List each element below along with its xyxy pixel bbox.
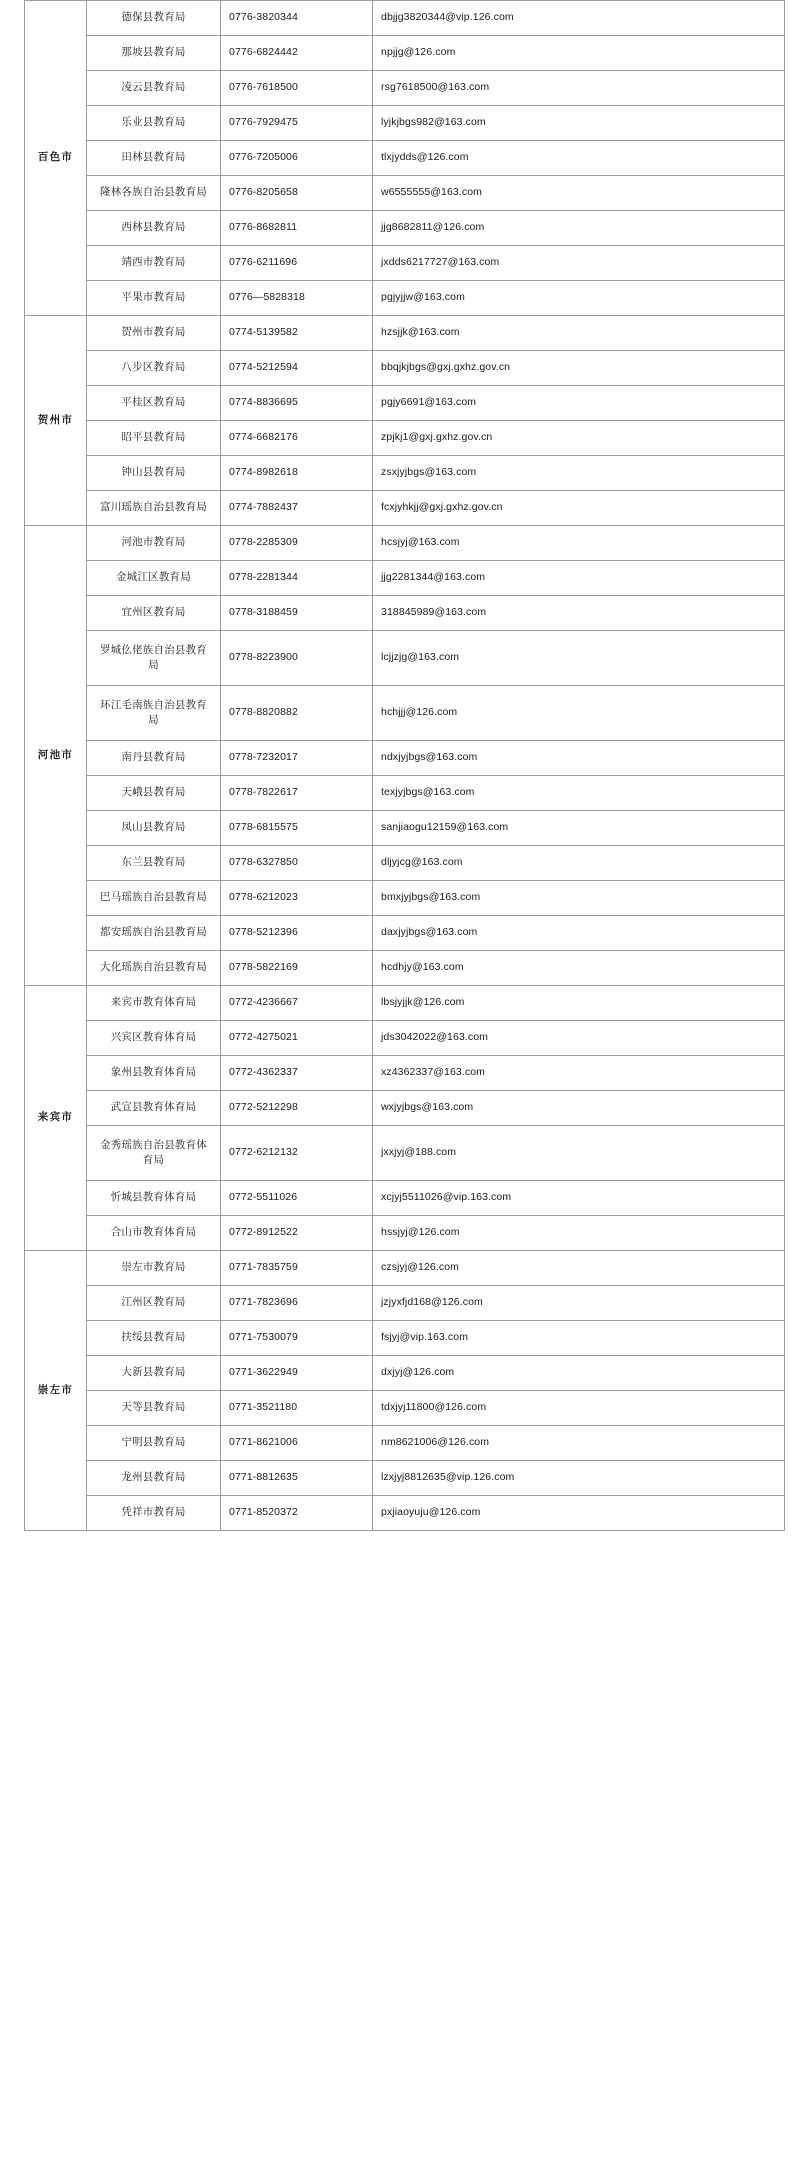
phone-number-cell: 0771-3521180	[221, 1391, 373, 1426]
bureau-name-cell: 凭祥市教育局	[87, 1496, 221, 1531]
bureau-name-cell: 田林县教育局	[87, 141, 221, 176]
bureau-name-cell: 罗城仫佬族自治县教育局	[87, 631, 221, 686]
phone-number-cell: 0778-5212396	[221, 916, 373, 951]
bureau-name-cell: 乐业县教育局	[87, 106, 221, 141]
phone-number-cell: 0771-7530079	[221, 1321, 373, 1356]
bureau-name-cell: 天峨县教育局	[87, 776, 221, 811]
bureau-name-cell: 富川瑶族自治县教育局	[87, 491, 221, 526]
table-row	[25, 1, 785, 36]
bureau-name-cell: 南丹县教育局	[87, 741, 221, 776]
table-row	[25, 631, 785, 686]
bureau-name-cell: 巴马瑶族自治县教育局	[87, 881, 221, 916]
bureau-name-cell: 江州区教育局	[87, 1286, 221, 1321]
email-address-cell: xz4362337@163.com	[373, 1056, 785, 1091]
table-row	[25, 1091, 785, 1126]
bureau-name-cell: 天等县教育局	[87, 1391, 221, 1426]
phone-number-cell: 0778-8223900	[221, 631, 373, 686]
phone-number-cell: 0778-8820882	[221, 686, 373, 741]
email-address-cell: bmxjyjbgs@163.com	[373, 881, 785, 916]
bureau-name-cell: 都安瑶族自治县教育局	[87, 916, 221, 951]
table-row	[25, 951, 785, 986]
email-address-cell: lcjjzjg@163.com	[373, 631, 785, 686]
phone-number-cell: 0778-6212023	[221, 881, 373, 916]
email-address-cell: fsjyj@vip.163.com	[373, 1321, 785, 1356]
bureau-name-cell: 扶绥县教育局	[87, 1321, 221, 1356]
table-row	[25, 526, 785, 561]
table-row	[25, 211, 785, 246]
phone-number-cell: 0778-2281344	[221, 561, 373, 596]
phone-number-cell: 0772-6212132	[221, 1126, 373, 1181]
table-row	[25, 916, 785, 951]
table-row	[25, 246, 785, 281]
email-address-cell: lyjkjbgs982@163.com	[373, 106, 785, 141]
table-row	[25, 1321, 785, 1356]
phone-number-cell: 0778-3188459	[221, 596, 373, 631]
bureau-name-cell: 八步区教育局	[87, 351, 221, 386]
table-row	[25, 71, 785, 106]
email-address-cell: hcdhjy@163.com	[373, 951, 785, 986]
email-address-cell: pgjyjjw@163.com	[373, 281, 785, 316]
phone-number-cell: 0778-6815575	[221, 811, 373, 846]
bureau-name-cell: 凤山县教育局	[87, 811, 221, 846]
bureau-name-cell: 宜州区教育局	[87, 596, 221, 631]
table-row	[25, 141, 785, 176]
email-address-cell: xcjyj5511026@vip.163.com	[373, 1181, 785, 1216]
bureau-name-cell: 平桂区教育局	[87, 386, 221, 421]
email-address-cell: hchjjj@126.com	[373, 686, 785, 741]
table-row	[25, 1251, 785, 1286]
table-row	[25, 811, 785, 846]
email-address-cell: hcsjyj@163.com	[373, 526, 785, 561]
table-row	[25, 106, 785, 141]
phone-number-cell: 0776-8682811	[221, 211, 373, 246]
email-address-cell: czsjyj@126.com	[373, 1251, 785, 1286]
email-address-cell: hzsjjk@163.com	[373, 316, 785, 351]
table-row	[25, 351, 785, 386]
bureau-name-cell: 凌云县教育局	[87, 71, 221, 106]
bureau-name-cell: 来宾市教育体育局	[87, 986, 221, 1021]
email-address-cell: 318845989@163.com	[373, 596, 785, 631]
table-row	[25, 561, 785, 596]
city-cell: 贺州市	[25, 316, 87, 526]
table-row	[25, 596, 785, 631]
bureau-name-cell: 大化瑶族自治县教育局	[87, 951, 221, 986]
table-row	[25, 1056, 785, 1091]
email-address-cell: rsg7618500@163.com	[373, 71, 785, 106]
phone-number-cell: 0778-2285309	[221, 526, 373, 561]
email-address-cell: bbqjkjbgs@gxj.gxhz.gov.cn	[373, 351, 785, 386]
phone-number-cell: 0774-8982618	[221, 456, 373, 491]
bureau-name-cell: 昭平县教育局	[87, 421, 221, 456]
phone-number-cell: 0778-5822169	[221, 951, 373, 986]
phone-number-cell: 0772-4236667	[221, 986, 373, 1021]
phone-number-cell: 0774-5212594	[221, 351, 373, 386]
phone-number-cell: 0771-8520372	[221, 1496, 373, 1531]
table-row	[25, 776, 785, 811]
table-row	[25, 456, 785, 491]
table-row	[25, 1021, 785, 1056]
email-address-cell: lzxjyj8812635@vip.126.com	[373, 1461, 785, 1496]
bureau-name-cell: 金秀瑶族自治县教育体育局	[87, 1126, 221, 1181]
phone-number-cell: 0772-5212298	[221, 1091, 373, 1126]
phone-number-cell: 0771-7835759	[221, 1251, 373, 1286]
bureau-name-cell: 金城江区教育局	[87, 561, 221, 596]
email-address-cell: tlxjydds@126.com	[373, 141, 785, 176]
email-address-cell: jzjyxfjd168@126.com	[373, 1286, 785, 1321]
email-address-cell: jjg2281344@163.com	[373, 561, 785, 596]
bureau-name-cell: 靖西市教育局	[87, 246, 221, 281]
phone-number-cell: 0771-7823696	[221, 1286, 373, 1321]
table-row	[25, 316, 785, 351]
email-address-cell: lbsjyjjk@126.com	[373, 986, 785, 1021]
email-address-cell: npjjg@126.com	[373, 36, 785, 71]
bureau-name-cell: 崇左市教育局	[87, 1251, 221, 1286]
table-row	[25, 1391, 785, 1426]
email-address-cell: jxdds6217727@163.com	[373, 246, 785, 281]
phone-number-cell: 0772-4362337	[221, 1056, 373, 1091]
table-row	[25, 281, 785, 316]
email-address-cell: texjyjbgs@163.com	[373, 776, 785, 811]
table-row	[25, 1426, 785, 1461]
phone-number-cell: 0776—5828318	[221, 281, 373, 316]
email-address-cell: hssjyj@126.com	[373, 1216, 785, 1251]
phone-number-cell: 0776-8205658	[221, 176, 373, 211]
bureau-name-cell: 环江毛南族自治县教育局	[87, 686, 221, 741]
bureau-name-cell: 大新县教育局	[87, 1356, 221, 1391]
bureau-name-cell: 象州县教育体育局	[87, 1056, 221, 1091]
phone-number-cell: 0778-7232017	[221, 741, 373, 776]
email-address-cell: wxjyjbgs@163.com	[373, 1091, 785, 1126]
email-address-cell: tdxjyj11800@126.com	[373, 1391, 785, 1426]
bureau-name-cell: 隆林各族自治县教育局	[87, 176, 221, 211]
bureau-name-cell: 河池市教育局	[87, 526, 221, 561]
email-address-cell: dljyjcg@163.com	[373, 846, 785, 881]
table-row	[25, 1216, 785, 1251]
table-row	[25, 1286, 785, 1321]
phone-number-cell: 0774-6682176	[221, 421, 373, 456]
bureau-name-cell: 武宣县教育体育局	[87, 1091, 221, 1126]
table-row	[25, 1461, 785, 1496]
city-cell: 河池市	[25, 526, 87, 986]
email-address-cell: jjg8682811@126.com	[373, 211, 785, 246]
email-address-cell: zsxjyjbgs@163.com	[373, 456, 785, 491]
bureau-name-cell: 西林县教育局	[87, 211, 221, 246]
email-address-cell: ndxjyjbgs@163.com	[373, 741, 785, 776]
bureau-name-cell: 平果市教育局	[87, 281, 221, 316]
phone-number-cell: 0772-8912522	[221, 1216, 373, 1251]
email-address-cell: pgjy6691@163.com	[373, 386, 785, 421]
table-row	[25, 986, 785, 1021]
bureau-name-cell: 德保县教育局	[87, 1, 221, 36]
phone-number-cell: 0772-4275021	[221, 1021, 373, 1056]
email-address-cell: zpjkj1@gxj.gxhz.gov.cn	[373, 421, 785, 456]
bureau-name-cell: 合山市教育体育局	[87, 1216, 221, 1251]
bureau-name-cell: 东兰县教育局	[87, 846, 221, 881]
bureau-name-cell: 那坡县教育局	[87, 36, 221, 71]
bureau-name-cell: 忻城县教育体育局	[87, 1181, 221, 1216]
email-address-cell: dxjyj@126.com	[373, 1356, 785, 1391]
email-address-cell: jds3042022@163.com	[373, 1021, 785, 1056]
phone-number-cell: 0771-8812635	[221, 1461, 373, 1496]
email-address-cell: dbjjg3820344@vip.126.com	[373, 1, 785, 36]
table-row	[25, 36, 785, 71]
phone-number-cell: 0778-7822617	[221, 776, 373, 811]
bureau-name-cell: 宁明县教育局	[87, 1426, 221, 1461]
table-row	[25, 386, 785, 421]
table-row	[25, 686, 785, 741]
phone-number-cell: 0776-7205006	[221, 141, 373, 176]
table-row	[25, 491, 785, 526]
table-row	[25, 1126, 785, 1181]
phone-number-cell: 0776-6211696	[221, 246, 373, 281]
phone-number-cell: 0778-6327850	[221, 846, 373, 881]
email-address-cell: fcxjyhkjj@gxj.gxhz.gov.cn	[373, 491, 785, 526]
email-address-cell: w6555555@163.com	[373, 176, 785, 211]
bureau-name-cell: 贺州市教育局	[87, 316, 221, 351]
bureau-name-cell: 龙州县教育局	[87, 1461, 221, 1496]
table-row	[25, 881, 785, 916]
table-row	[25, 421, 785, 456]
table-row	[25, 176, 785, 211]
phone-number-cell: 0776-7618500	[221, 71, 373, 106]
city-cell: 来宾市	[25, 986, 87, 1251]
table-row	[25, 1356, 785, 1391]
education-bureau-contact-table	[24, 0, 785, 1531]
city-cell: 百色市	[25, 1, 87, 316]
table-row	[25, 1496, 785, 1531]
email-address-cell: sanjiaogu12159@163.com	[373, 811, 785, 846]
email-address-cell: pxjiaoyuju@126.com	[373, 1496, 785, 1531]
phone-number-cell: 0771-8621006	[221, 1426, 373, 1461]
email-address-cell: jxxjyj@188.com	[373, 1126, 785, 1181]
phone-number-cell: 0776-6824442	[221, 36, 373, 71]
phone-number-cell: 0774-5139582	[221, 316, 373, 351]
table-row	[25, 741, 785, 776]
phone-number-cell: 0772-5511026	[221, 1181, 373, 1216]
table-row	[25, 846, 785, 881]
table-body	[25, 1, 785, 1531]
phone-number-cell: 0774-7882437	[221, 491, 373, 526]
phone-number-cell: 0776-7929475	[221, 106, 373, 141]
city-cell: 崇左市	[25, 1251, 87, 1531]
email-address-cell: daxjyjbgs@163.com	[373, 916, 785, 951]
bureau-name-cell: 兴宾区教育体育局	[87, 1021, 221, 1056]
phone-number-cell: 0771-3622949	[221, 1356, 373, 1391]
phone-number-cell: 0774-8836695	[221, 386, 373, 421]
phone-number-cell: 0776-3820344	[221, 1, 373, 36]
email-address-cell: nm8621006@126.com	[373, 1426, 785, 1461]
bureau-name-cell: 钟山县教育局	[87, 456, 221, 491]
table-row	[25, 1181, 785, 1216]
